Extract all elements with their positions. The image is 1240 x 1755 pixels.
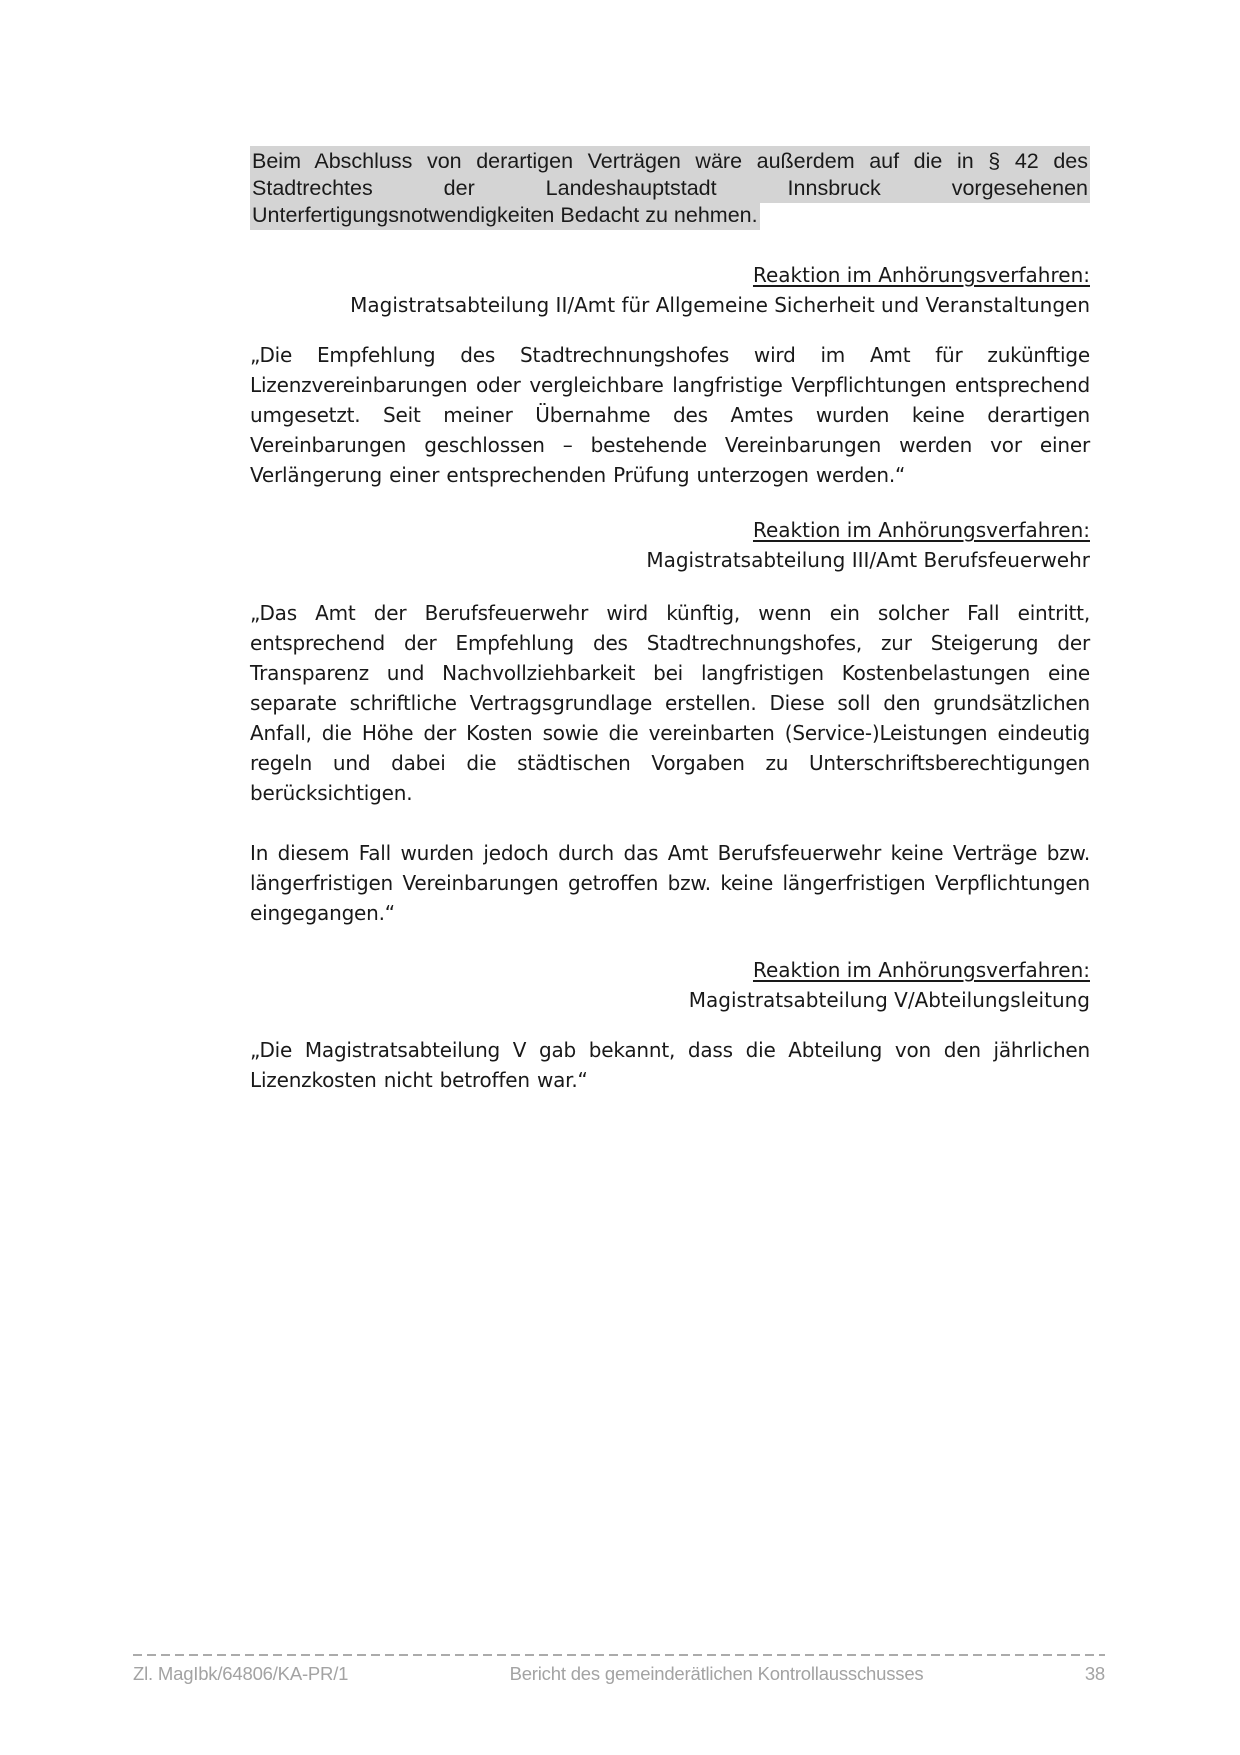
footer-page-number: 38 [1084,1663,1105,1684]
footer-reference: Zl. MagIbk/64806/KA-PR/1 [133,1663,349,1684]
reaction-section-ma5 [250,955,1090,1095]
reaction-heading: Reaktion im Anhörungsverfahren: [752,518,1090,542]
highlighted-paragraph-text: Beim Abschluss von derartigen Verträgen wäre außerdem auf die in § 42 des Stadtrechtes der Landeshauptstadt Innsbruck vorgesehenen Unterfertigungsnotwendigkeiten Bedacht zu nehmen. [250,146,1090,230]
reaction-subheading: Magistratsabteilung III/Amt Berufsfeuerwehr [646,548,1090,572]
section-headings [250,515,1090,575]
reaction-section-ma2 [250,260,1090,490]
reaction-heading: Reaktion im Anhörungsverfahren: [752,263,1090,287]
reaction-heading: Reaktion im Anhörungsverfahren: [752,958,1090,982]
footer-document-title: Bericht des gemeinderätlichen Kontrollausschusses [509,1663,924,1684]
reaction-section-ma3 [250,515,1090,928]
quote-paragraph: „Das Amt der Berufsfeuerwehr wird künftig, wenn ein solcher Fall eintritt, entsprechend der Empfehlung des Stadtrechnungshofes, zur Steigerung der Transparenz und Nachvollziehbarkeit bei langfristigen Kostenbelastungen eine separate schriftliche Vertragsgrundlage erstellen. Diese soll den grundsätzlichen Anfall, die Höhe der Kosten sowie die vereinbarten (Service-)Leistungen eindeutig regeln und dabei die städtischen Vorgaben zu Unterschriftsberechtigungen berücksichtigen. [250,601,1090,805]
section-headings [250,955,1090,1015]
footer-divider [133,1654,1105,1656]
reaction-subheading: Magistratsabteilung V/Abteilungsleitung [688,988,1090,1012]
page-content [250,148,1090,1095]
footer-row [133,1663,1105,1685]
quote-paragraph: „Die Magistratsabteilung V gab bekannt, dass die Abteilung von den jährlichen Lizenzkosten nicht betroffen war.“ [250,1038,1090,1092]
page-footer [133,1654,1105,1685]
section-headings [250,260,1090,320]
quote-paragraph: In diesem Fall wurden jedoch durch das Amt Berufsfeuerwehr keine Verträge bzw. längerfristigen Vereinbarungen getroffen bzw. keine längerfristigen Verpflichtungen eingegangen.“ [250,841,1090,925]
quote-paragraph: „Die Empfehlung des Stadtrechnungshofes wird im Amt für zukünftige Lizenzvereinbarungen oder vergleichbare langfristige Verpflichtungen entsprechend umgesetzt. Seit meiner Übernahme des Amtes wurden keine derartigen Vereinbarungen geschlossen – bestehende Vereinbarungen werden vor einer Verlängerung einer entsprechenden Prüfung unterzogen werden.“ [250,343,1090,487]
reaction-subheading: Magistratsabteilung II/Amt für Allgemeine Sicherheit und Veranstaltungen [350,293,1090,317]
highlighted-paragraph [250,148,1090,229]
